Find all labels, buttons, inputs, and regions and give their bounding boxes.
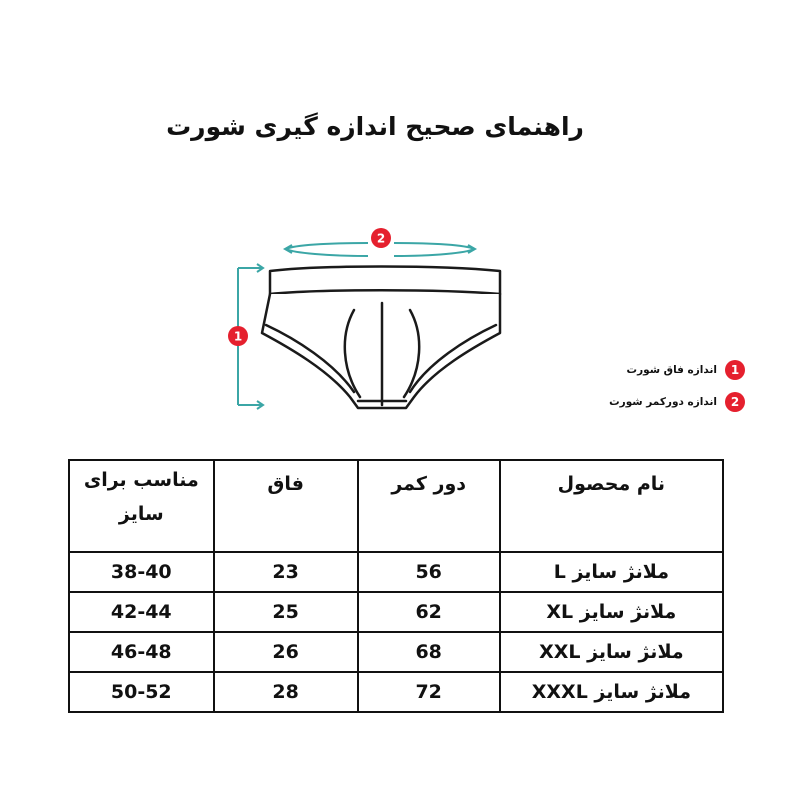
table-row (69, 552, 723, 592)
cell-waist: 68 (358, 632, 500, 672)
size-table (68, 459, 724, 713)
header-fit: مناسب برای سایز (69, 460, 214, 552)
header-product-name: نام محصول (500, 460, 723, 552)
briefs-measurement-diagram (210, 215, 550, 420)
header-inseam: فاق (214, 460, 358, 552)
cell-waist: 56 (358, 552, 500, 592)
cell-inseam: 23 (214, 552, 358, 592)
table-row (69, 672, 723, 712)
cell-fit: 46-48 (69, 632, 214, 672)
cell-product-name: ملانژ سایز XXXL (500, 672, 723, 712)
briefs-icon (262, 267, 500, 409)
table-row (69, 592, 723, 632)
page-title: راهنمای صحیح اندازه گیری شورت (166, 112, 584, 141)
marker-2-label: 2 (376, 231, 386, 246)
cell-product-name: ملانژ سایز XL (500, 592, 723, 632)
cell-waist: 72 (358, 672, 500, 712)
table-row (69, 632, 723, 672)
cell-waist: 62 (358, 592, 500, 632)
cell-inseam: 26 (214, 632, 358, 672)
cell-inseam: 28 (214, 672, 358, 712)
marker-2-badge (371, 228, 391, 248)
table-header-row (69, 460, 723, 552)
cell-fit: 42-44 (69, 592, 214, 632)
cell-fit: 38-40 (69, 552, 214, 592)
legend-label: اندازه فاق شورت (626, 364, 717, 376)
header-waist: دور کمر (358, 460, 500, 552)
cell-inseam: 25 (214, 592, 358, 632)
cell-fit: 50-52 (69, 672, 214, 712)
legend-label: اندازه دورکمر شورت (609, 396, 717, 408)
marker-1-label: 1 (233, 329, 243, 344)
cell-product-name: ملانژ سایز XXL (500, 632, 723, 672)
cell-product-name: ملانژ سایز L (500, 552, 723, 592)
measurement-legend (585, 358, 745, 422)
legend-badge: 2 (725, 392, 745, 412)
legend-badge: 1 (725, 360, 745, 380)
legend-item (585, 358, 745, 382)
marker-1-badge (228, 326, 248, 346)
legend-item (585, 390, 745, 414)
